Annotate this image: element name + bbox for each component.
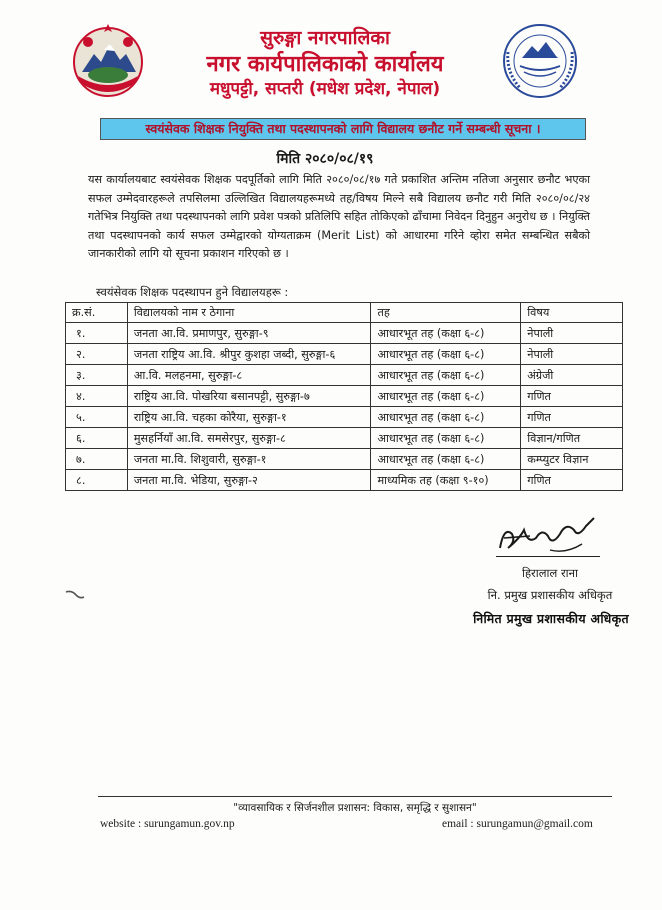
cell-school: जनता आ.वि. प्रमाणपुर, सुरुङ्गा-९: [127, 323, 371, 344]
cell-level: माध्यमिक तह (कक्षा ९-१०): [371, 470, 521, 491]
cell-subject: गणित: [521, 470, 623, 491]
table-row: [66, 323, 623, 344]
cell-subject: अंग्रेजी: [521, 365, 623, 386]
col-level: तह: [371, 303, 521, 323]
cell-serial: ४.: [66, 386, 128, 407]
col-subject: विषय: [521, 303, 623, 323]
table-row: [66, 365, 623, 386]
school-table: [65, 302, 623, 491]
signatory-name: हिरालाल राना: [521, 566, 579, 580]
cell-school: राष्ट्रिय आ.वि. पोखरिया बसानपट्टी, सुरुङ्गा-७: [127, 386, 371, 407]
scan-mark: [64, 588, 86, 602]
cell-level: आधारभूत तह (कक्षा ६-८): [371, 407, 521, 428]
cell-school: जनता मा.वि. भेडिया, सुरुङ्गा-२: [127, 470, 371, 491]
cell-level: आधारभूत तह (कक्षा ६-८): [371, 386, 521, 407]
table-header-row: [66, 303, 623, 323]
school-list-caption: स्वयंसेवक शिक्षक पदस्थापन हुने विद्यालयहरू :: [96, 285, 289, 299]
cell-serial: ३.: [66, 365, 128, 386]
cell-school: आ.वि. मलहनमा, सुरुङ्गा-८: [127, 365, 371, 386]
col-serial: क्र.सं.: [66, 303, 128, 323]
notice-date: मिति २०८०/०८/१९: [276, 151, 374, 167]
signatory-title: नि. प्रमुख प्रशासकीय अधिकृत: [487, 588, 613, 602]
office-address: मधुपट्टी, सप्तरी (मधेश प्रदेश, नेपाल): [209, 79, 441, 99]
cell-serial: ७.: [66, 449, 128, 470]
table-row: [66, 449, 623, 470]
municipality-seal-icon: [500, 22, 580, 100]
nepal-emblem-icon: [68, 20, 148, 100]
municipality-name: सुरुङ्गा नगरपालिका: [260, 27, 390, 49]
cell-level: आधारभूत तह (कक्षा ६-८): [371, 428, 521, 449]
cell-serial: १.: [66, 323, 128, 344]
cell-school: मुसहर्नियाँ आ.वि. समसेरपुर, सुरुङ्गा-८: [127, 428, 371, 449]
table-row: [66, 386, 623, 407]
handwritten-signature: [490, 508, 600, 560]
cell-serial: ५.: [66, 407, 128, 428]
cell-serial: ८.: [66, 470, 128, 491]
notice-body: यस कार्यालयबाट स्वयंसेवक शिक्षक पदपूर्तिको लागि मिति २०८०/०८/१७ गते प्रकाशित अन्तिम नतिजा अनुसार छनौट भएका सफल उम्मेदवारहरूले तपसिलमा उल्लिखित विद्यालयहरूमध्ये तह/विषय मिल्ने सबै विद्यालय छनौट गरी मिति २०८०/०८/२४ गतेभित्र नियुक्ति तथा पदस्थापनको लागि प्रवेश पत्रको प्रतिलिपि सहित तोकिएको ढाँचामा निवेदन दिनुहुन अनुरोध छ । नियुक्ति तथा पदस्थापनको कार्य सफल उम्मेद्वारको योग्यताक्रम (Merit List) को आधारमा गरिने व्होरा समेत सम्बन्धित सबैको जानकारीको लागि यो सूचना प्रकाशन गरिएको छ ।: [88, 173, 590, 260]
cell-subject: विज्ञान/गणित: [521, 428, 623, 449]
table-row: [66, 407, 623, 428]
cell-serial: २.: [66, 344, 128, 365]
col-school: विद्यालयको नाम र ठेगाना: [127, 303, 371, 323]
cell-school: राष्ट्रिय आ.वि. चहका कोरैया, सुरुङ्गा-१: [127, 407, 371, 428]
signature-line: [496, 556, 600, 557]
cell-level: आधारभूत तह (कक्षा ६-८): [371, 344, 521, 365]
table-row: [66, 470, 623, 491]
cell-school: जनता मा.वि. शिशुवारी, सुरुङ्गा-१: [127, 449, 371, 470]
cell-subject: नेपाली: [521, 323, 623, 344]
cell-school: जनता राष्ट्रिय आ.वि. श्रीपुर कुशहा जब्दी, सुरुङ्गा-६: [127, 344, 371, 365]
footer-slogan: "व्यावसायिक र सिर्जनशील प्रशासन: विकास, समृद्धि र सुशासन": [233, 802, 477, 814]
office-name: नगर कार्यपालिकाको कार्यालय: [206, 52, 444, 77]
signatory-stamp: निमित प्रमुख प्रशासकीय अधिकृत: [473, 611, 629, 626]
table-row: [66, 344, 623, 365]
cell-subject: कम्प्युटर विज्ञान: [521, 449, 623, 470]
cell-level: आधारभूत तह (कक्षा ६-८): [371, 323, 521, 344]
cell-level: आधारभूत तह (कक्षा ६-८): [371, 449, 521, 470]
cell-serial: ६.: [66, 428, 128, 449]
footer-website: website : surungamun.gov.np: [100, 818, 235, 830]
notice-title: स्वयंसेवक शिक्षक नियुक्ति तथा पदस्थापनको लागि विद्यालय छनौट गर्ने सम्बन्धी सूचना ।: [100, 118, 586, 140]
cell-subject: गणित: [521, 386, 623, 407]
cell-level: आधारभूत तह (कक्षा ६-८): [371, 365, 521, 386]
cell-subject: गणित: [521, 407, 623, 428]
footer-rule: [98, 796, 612, 797]
footer-email: email : surungamun@gmail.com: [442, 818, 593, 830]
table-row: [66, 428, 623, 449]
cell-subject: नेपाली: [521, 344, 623, 365]
